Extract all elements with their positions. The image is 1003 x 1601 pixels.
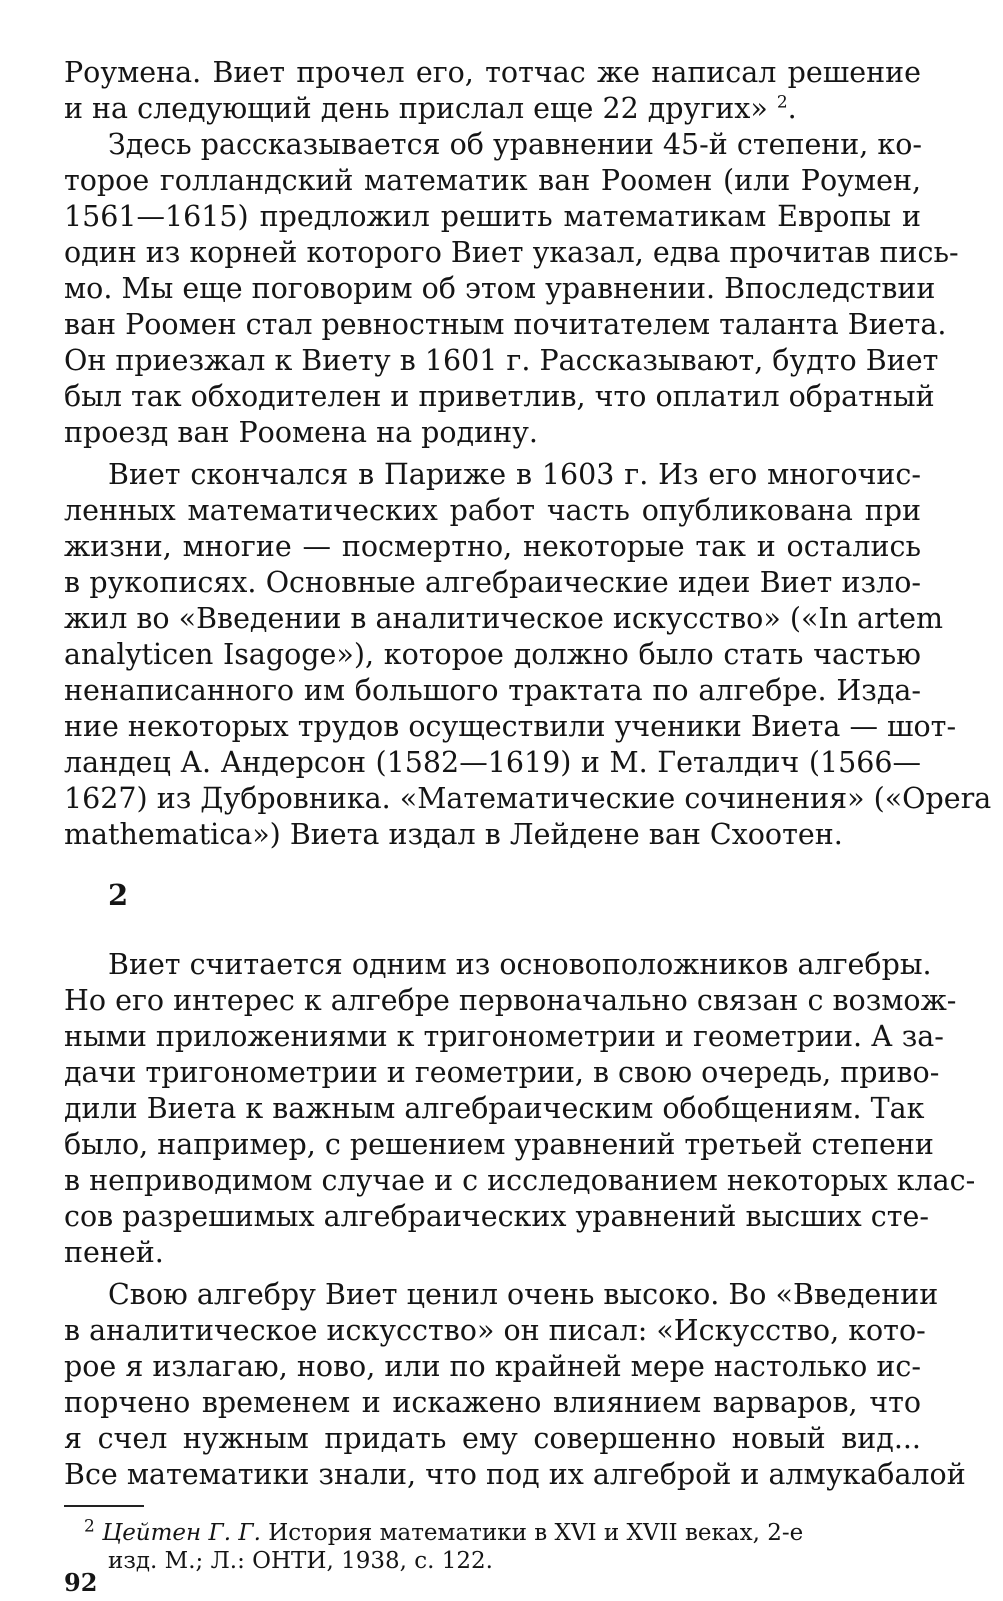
text-line: Свою алгебру Виет ценил очень высоко. Во «Введении: [108, 1278, 939, 1311]
text-line: был так обходителен и приветлив, что оплатил обратный: [64, 380, 935, 413]
text-line: ненаписанного им большого трактата по алгебре. Изда-: [64, 674, 921, 707]
text-line: [64, 91, 797, 127]
text-line: было, например, с решением уравнений третьей степени: [64, 1128, 934, 1161]
text-line: Роумена. Виет прочел его, тотчас же написал решение: [64, 56, 921, 89]
text-line: дили Виета к важным алгебраическим обобщениям. Так: [64, 1092, 925, 1125]
text-line: ленных математических работ часть опубликована при: [64, 494, 921, 527]
footnote-text: История математики в XVI и XVII веках, 2-е: [260, 1520, 804, 1546]
section-number: 2: [108, 878, 129, 912]
text-line: mathematica») Виета издал в Лейдене ван Схоотен.: [64, 818, 843, 851]
text-line: Но его интерес к алгебре первоначально связан с возмож-: [64, 984, 957, 1017]
text-line: один из корней которого Виет указал, едва прочитав пись-: [64, 236, 959, 269]
text-line: торое голландский математик ван Роомен (или Роумен,: [64, 164, 921, 197]
text-line: 1561—1615) предложил решить математикам Европы и: [64, 200, 921, 233]
footnote-line: изд. М.; Л.: ОНТИ, 1938, с. 122.: [108, 1548, 493, 1574]
text-line: Виет скончался в Париже в 1603 г. Из его многочис-: [108, 458, 921, 491]
text-line: проезд ван Роомена на родину.: [64, 416, 538, 449]
text-line: в рукописях. Основные алгебраические идеи Виет изло-: [64, 566, 921, 599]
text-line: дачи тригонометрии и геометрии, в свою очередь, приво-: [64, 1056, 940, 1089]
text-line: мо. Мы еще поговорим об этом уравнении. Впоследствии: [64, 272, 936, 305]
text-line: порчено временем и искажено влиянием варваров, что: [64, 1386, 921, 1419]
footnote-marker: 2: [84, 1516, 95, 1537]
text-line: рое я излагаю, ново, или по крайней мере настолько ис-: [64, 1350, 921, 1383]
text-line: Все математики знали, что под их алгеброй и алмукабалой: [64, 1458, 966, 1491]
footnote-line: [84, 1518, 803, 1548]
text-line-content: и на следующий день прислал еще 22 других»: [64, 92, 777, 125]
text-line: пеней.: [64, 1236, 164, 1269]
text-line: я счел нужным придать ему совершенно новый вид...: [64, 1422, 921, 1455]
text-line: analyticen Isagoge»), которое должно было стать частью: [64, 638, 921, 671]
text-line: 1627) из Дубровника. «Математические сочинения» («Opera: [64, 782, 992, 815]
footnote-separator: [64, 1505, 144, 1507]
text-line: в аналитическое искусство» он писал: «Искусство, кото-: [64, 1314, 926, 1347]
line-end-punctuation: .: [787, 92, 797, 125]
text-line: ными приложениями к тригонометрии и геометрии. А за-: [64, 1020, 944, 1053]
text-line: Здесь рассказывается об уравнении 45-й степени, ко-: [108, 128, 923, 161]
text-line: Он приезжал к Виету в 1601 г. Рассказывают, будто Виет: [64, 344, 939, 377]
text-line: в неприводимом случае и с исследованием некоторых клас-: [64, 1164, 976, 1197]
footnote-marker: 2: [776, 92, 788, 113]
page-number: 92: [64, 1568, 98, 1597]
text-line: ние некоторых трудов осуществили ученики Виета — шот-: [64, 710, 957, 743]
footnote-author: Цейтен Г. Г.: [102, 1520, 261, 1546]
text-line: Виет считается одним из основоположников алгебры.: [108, 948, 932, 981]
text-line: жизни, многие — посмертно, некоторые так и остались: [64, 530, 921, 563]
text-line: ландец А. Андерсон (1582—1619) и М. Геталдич (1566—: [64, 746, 921, 779]
text-line: сов разрешимых алгебраических уравнений высших сте-: [64, 1200, 929, 1233]
text-line: жил во «Введении в аналитическое искусство» («In artem: [64, 602, 944, 635]
text-line: ван Роомен стал ревностным почитателем таланта Виета.: [64, 308, 947, 341]
